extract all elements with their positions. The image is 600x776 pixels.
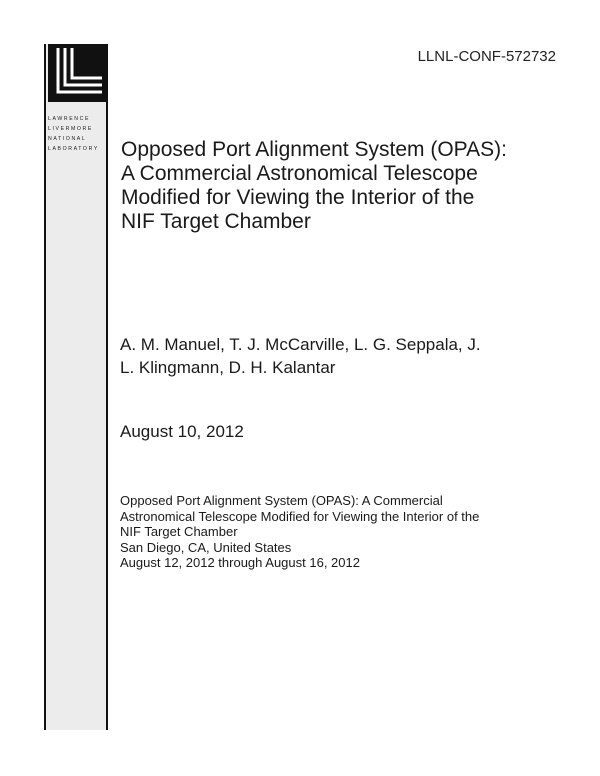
title-line: Modified for Viewing the Interior of the [121,186,475,209]
conference-info [120,493,570,571]
conference-line: Opposed Port Alignment System (OPAS): A Commercial [120,493,443,508]
llnl-logo-icon [48,44,106,102]
conference-line: NIF Target Chamber [120,524,238,540]
title-line: Opposed Port Alignment System (OPAS): [121,138,507,161]
author-line: A. M. Manuel, T. J. McCarville, L. G. Seppala, J. [120,335,481,354]
lab-name [48,114,106,154]
title-line: A Commercial Astronomical Telescope [121,162,478,185]
title-line: NIF Target Chamber [121,210,311,233]
conference-location: San Diego, CA, United States [120,539,292,555]
document-id: LLNL-CONF-572732 [417,48,556,65]
llnl-logo [48,44,106,102]
paper-title [121,138,571,234]
lab-name-line: LIVERMORE [48,126,93,132]
author-line: L. Klingmann, D. H. Kalantar [120,358,336,377]
lab-name-line: LABORATORY [48,146,99,152]
lab-name-line: LAWRENCE [48,116,91,122]
conference-line: Astronomical Telescope Modified for Viewing the Interior of the [120,508,480,524]
conference-dates: August 12, 2012 through August 16, 2012 [120,555,360,571]
publication-date: August 10, 2012 [120,422,244,441]
lab-name-line: NATIONAL [48,136,87,142]
author-list [120,333,560,379]
